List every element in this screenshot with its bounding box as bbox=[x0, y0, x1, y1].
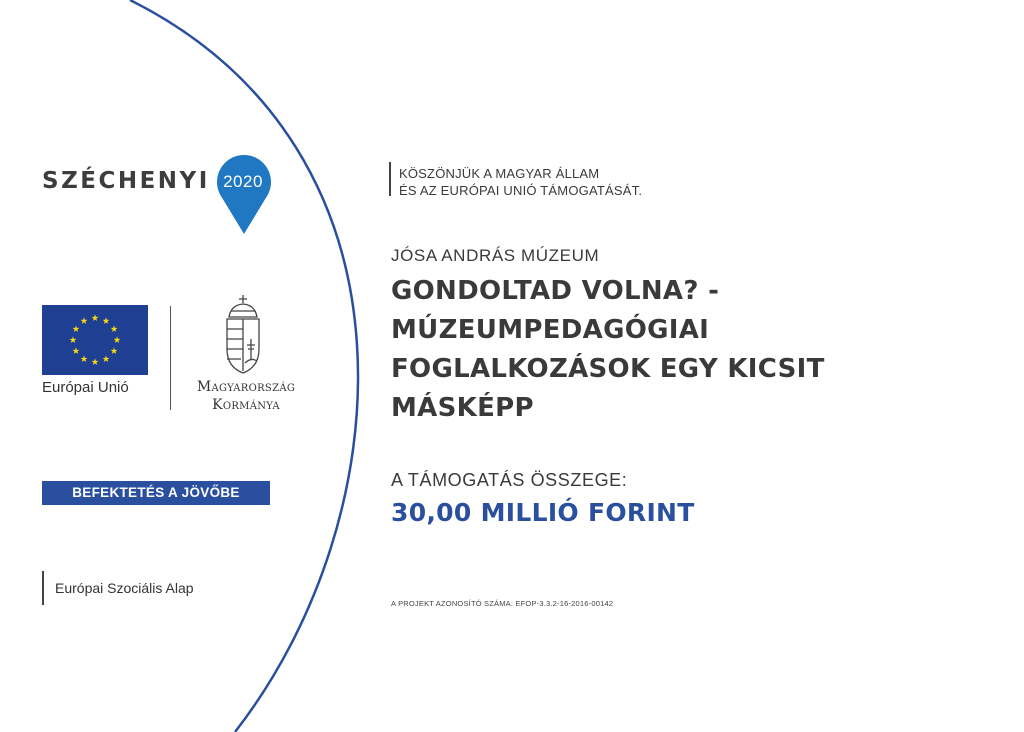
eu-flag-icon bbox=[42, 305, 148, 375]
eu-label: Európai Unió bbox=[42, 379, 129, 396]
project-title bbox=[391, 272, 991, 428]
szechenyi-wordmark: SZÉCHENYI bbox=[42, 168, 210, 194]
thanks-line: ÉS AZ EURÓPAI UNIÓ TÁMOGATÁSÁT. bbox=[399, 183, 643, 198]
invest-in-future-badge: BEFEKTETÉS A JÖVŐBE bbox=[42, 481, 270, 505]
government-name bbox=[183, 378, 309, 414]
thanks-divider bbox=[389, 162, 391, 196]
project-title-line: MÚZEUMPEDAGÓGIAI bbox=[391, 315, 710, 345]
logo-divider bbox=[170, 306, 171, 410]
hungarian-coat-of-arms-icon bbox=[221, 293, 265, 375]
government-name-line: Magyarország bbox=[196, 379, 296, 395]
grant-amount-label: A TÁMOGATÁS ÖSSZEGE: bbox=[391, 470, 628, 490]
project-title-line: GONDOLTAD VOLNA? - bbox=[391, 276, 720, 306]
fund-divider bbox=[42, 571, 44, 605]
project-title-line: MÁSKÉPP bbox=[391, 393, 534, 423]
thanks-text bbox=[399, 165, 642, 199]
beneficiary-name: JÓSA ANDRÁS MÚZEUM bbox=[391, 246, 600, 265]
grant-amount-value: 30,00 MILLIÓ FORINT bbox=[391, 498, 695, 527]
map-pin-icon bbox=[215, 154, 273, 236]
project-id: A PROJEKT AZONOSÍTÓ SZÁMA: EFOP-3.3.2-16-2016-00142 bbox=[391, 599, 614, 608]
thanks-line: KÖSZÖNJÜK A MAGYAR ÁLLAM bbox=[399, 166, 600, 181]
project-title-line: FOGLALKOZÁSOK EGY KICSIT bbox=[391, 354, 825, 384]
government-name-line: Kormánya bbox=[212, 397, 280, 413]
program-year: 2020 bbox=[223, 172, 263, 191]
fund-label: Európai Szociális Alap bbox=[55, 580, 194, 596]
